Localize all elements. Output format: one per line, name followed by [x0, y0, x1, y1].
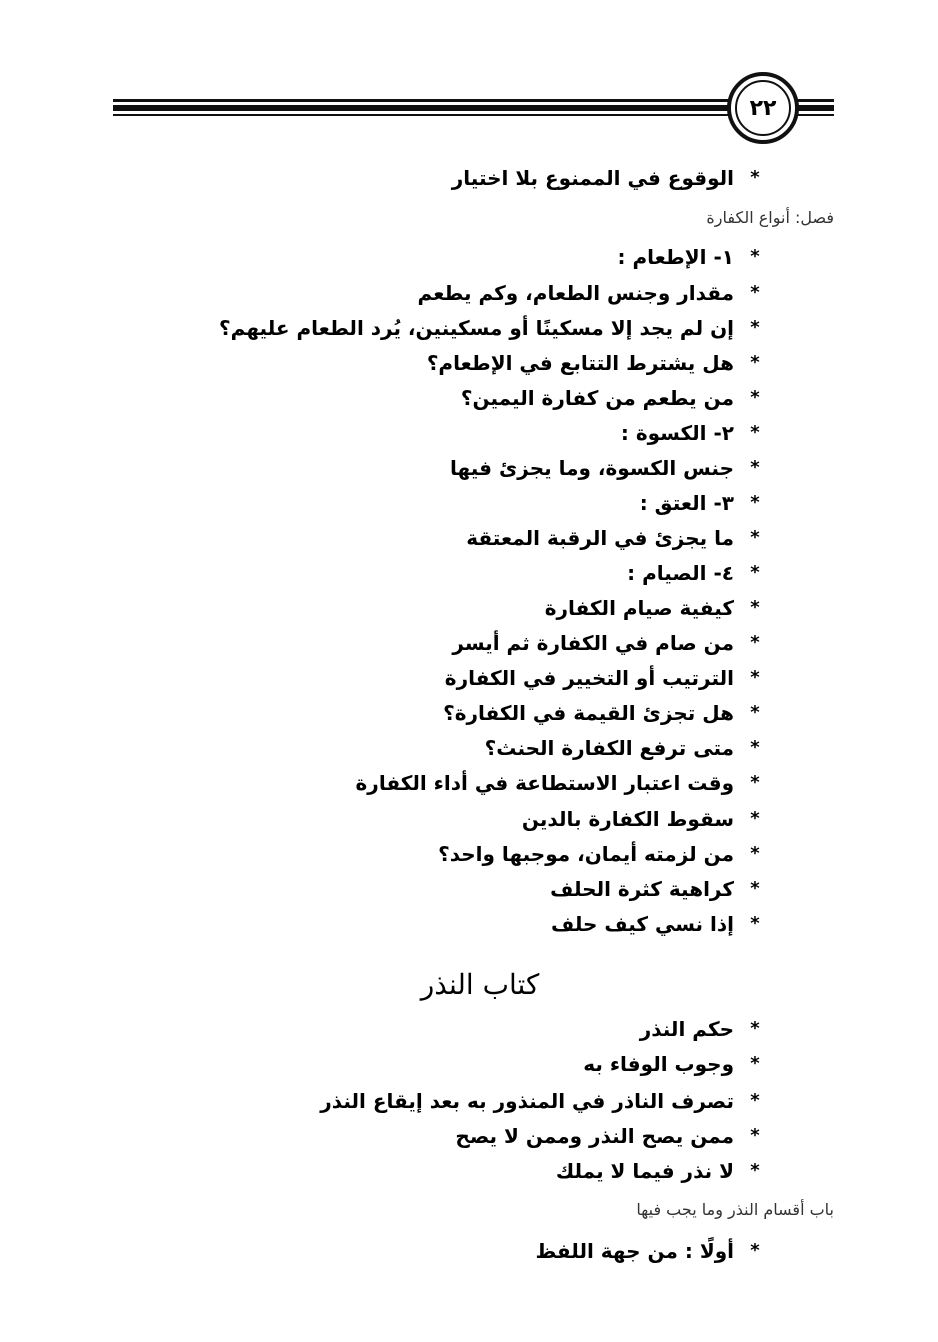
bullet-star-icon: *: [750, 772, 760, 793]
bullet-star-icon: *: [750, 387, 760, 408]
bullet-star-icon: *: [750, 913, 760, 934]
list-item-text: أولًا : من جهة اللفظ: [535, 1239, 734, 1263]
bullet-star-icon: *: [750, 527, 760, 548]
list-item-text: متى ترفع الكفارة الحنث؟: [484, 736, 734, 760]
list-item: [461, 383, 762, 413]
list-item-text: ١- الإطعام :: [617, 245, 734, 269]
bullet-star-icon: *: [750, 1160, 760, 1181]
list-item-text: سقوط الكفارة بالدين: [521, 807, 734, 831]
header-rule: [113, 114, 733, 116]
bullet-star-icon: *: [750, 422, 760, 443]
bullet-star-icon: *: [750, 246, 760, 267]
bullet-star-icon: *: [750, 1090, 760, 1111]
list-item: [438, 839, 762, 869]
list-item: [455, 1121, 762, 1151]
list-item-text: ما يجزئ في الرقبة المعتقة: [466, 526, 734, 550]
bullet-star-icon: *: [750, 843, 760, 864]
bullet-star-icon: *: [750, 808, 760, 829]
list-item: [640, 488, 762, 518]
chapter-heading: باب أقسام النذر وما يجب فيها: [636, 1200, 834, 1219]
list-item: [418, 278, 762, 308]
list-item-text: جنس الكسوة، وما يجزئ فيها: [450, 456, 734, 480]
page-number-badge: [727, 72, 799, 144]
bullet-star-icon: *: [750, 492, 760, 513]
list-item: [640, 1014, 762, 1044]
list-item: [466, 523, 762, 553]
bullet-star-icon: *: [750, 562, 760, 583]
list-item: [450, 453, 762, 483]
list-item-text: كيفية صيام الكفارة: [544, 596, 734, 620]
page-header: [0, 0, 938, 150]
list-item-text: إذا نسي كيف حلف: [551, 912, 734, 936]
bullet-star-icon: *: [750, 632, 760, 653]
list-item: [551, 909, 762, 939]
list-item-text: إن لم يجد إلا مسكينًا أو مسكينين، يُرد الطعام عليهم؟: [219, 316, 734, 340]
list-item: [583, 1049, 762, 1079]
list-item: [556, 1156, 762, 1186]
list-item: [219, 313, 762, 343]
list-item: [452, 628, 762, 658]
bullet-star-icon: *: [750, 597, 760, 618]
header-rule: [113, 99, 733, 102]
list-item: [452, 163, 762, 193]
bullet-star-icon: *: [750, 1018, 760, 1039]
list-item: [618, 242, 763, 272]
list-item-text: لا نذر فيما لا يملك: [555, 1159, 734, 1183]
list-item-text: من صام في الكفارة ثم أيسر: [452, 631, 734, 655]
bullet-star-icon: *: [750, 878, 760, 899]
list-item: [485, 733, 762, 763]
chapter-heading: فصل: أنواع الكفارة: [706, 208, 834, 227]
list-item-text: وجوب الوفاء به: [583, 1052, 734, 1076]
bullet-star-icon: *: [750, 282, 760, 303]
list-item-text: ٤- الصيام :: [627, 561, 734, 585]
bullet-star-icon: *: [750, 457, 760, 478]
page-number: ٢٢: [749, 95, 777, 121]
list-item: [320, 1086, 762, 1116]
list-item-text: حكم النذر: [639, 1017, 734, 1041]
bullet-star-icon: *: [750, 737, 760, 758]
list-item-text: هل يشترط التتابع في الإطعام؟: [426, 351, 734, 375]
list-item: [443, 698, 762, 728]
bullet-star-icon: *: [750, 1125, 760, 1146]
list-item: [536, 1236, 763, 1266]
bullet-star-icon: *: [750, 702, 760, 723]
list-item-text: وقت اعتبار الاستطاعة في أداء الكفارة: [355, 771, 734, 795]
bullet-star-icon: *: [750, 1053, 760, 1074]
list-item: [550, 874, 762, 904]
list-item: [445, 663, 762, 693]
list-item-text: من لزمته أيمان، موجبها واحد؟: [438, 842, 734, 866]
list-item-text: الوقوع في الممنوع بلا اختيار: [451, 166, 734, 190]
header-rule: [113, 105, 733, 111]
list-item-text: كراهية كثرة الحلف: [550, 877, 734, 901]
list-item: [545, 593, 762, 623]
book-title: كتاب النذر: [420, 968, 540, 1001]
list-item: [427, 348, 762, 378]
list-item-text: مقدار وجنس الطعام، وكم يطعم: [417, 281, 734, 305]
list-item-text: ٣- العتق :: [639, 491, 734, 515]
list-item: [356, 768, 763, 798]
list-item: [627, 558, 762, 588]
list-item-text: تصرف الناذر في المنذور به بعد إيقاع النذر: [320, 1089, 734, 1113]
bullet-star-icon: *: [750, 352, 760, 373]
list-item-text: الترتيب أو التخيير في الكفارة: [444, 666, 734, 690]
list-item: [621, 418, 762, 448]
list-item-text: من يطعم من كفارة اليمين؟: [460, 386, 734, 410]
list-item-text: ٢- الكسوة :: [620, 421, 734, 445]
list-item-text: هل تجزئ القيمة في الكفارة؟: [443, 701, 734, 725]
bullet-star-icon: *: [750, 167, 760, 188]
list-item: [522, 804, 762, 834]
bullet-star-icon: *: [750, 667, 760, 688]
bullet-star-icon: *: [750, 1240, 760, 1261]
list-item-text: ممن يصح النذر وممن لا يصح: [455, 1124, 734, 1148]
bullet-star-icon: *: [750, 317, 760, 338]
